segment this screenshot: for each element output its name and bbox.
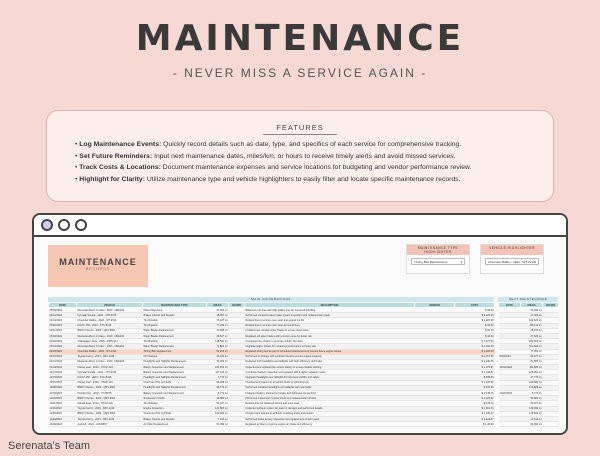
table-cell[interactable]: 75,214 mi (521, 328, 543, 333)
table-cell[interactable]: 136,602 mi (521, 411, 543, 416)
logo-subtitle: RECORDS (85, 267, 111, 271)
spreadsheet (34, 239, 566, 433)
table-cell[interactable] (543, 422, 559, 427)
table-cell[interactable]: Nissan Leaf - 2019 - YHGP-124 (77, 401, 143, 406)
table-cell[interactable]: 01/15/2024 (49, 354, 77, 359)
features-divider (263, 134, 337, 135)
feature-item: • Log Maintenance Events: Quickly record details such as date, type, and specifics of each service for comprehensive tracking. (75, 141, 462, 148)
table-cell[interactable]: Inspected battery, cleaned terminals, and tightened connections (245, 391, 415, 396)
table-cell[interactable]: Wiper Blades Replacement (143, 333, 207, 338)
vehicle-highlighter-select[interactable]: Chevrolet Malibu - 2023 - WT-2V11 ▾ (485, 258, 539, 265)
brand-label: Serenata's Team (8, 440, 91, 452)
column-header: VENDOR (415, 303, 455, 308)
table-cell[interactable]: Tire Rotation (143, 323, 207, 328)
table-cell[interactable]: Hyundai Sonata - 2022 - JTH-5780 (77, 313, 143, 318)
column-header: DATE (49, 303, 77, 308)
table-cell[interactable]: 122,883 mi (207, 406, 229, 411)
table-cell[interactable]: $ 1,229.25 (455, 313, 495, 318)
table-cell[interactable]: 12/20/2023 (49, 375, 77, 380)
column-header: VEHICLE (77, 303, 143, 308)
column-header: HOURS (229, 303, 245, 308)
table-cell[interactable]: Completed tire rotation to promote uniform tire wear (245, 339, 415, 344)
table-cell[interactable]: 11/21/2023 (49, 401, 77, 406)
table-cell[interactable]: Brakes Checks and Repairs (143, 416, 207, 421)
table-cell[interactable]: 92,107 mi (207, 401, 229, 406)
table-cell[interactable]: Installed new, durable wiper blades to ensure clear vision (245, 328, 415, 333)
table-cell[interactable]: Performed comprehensive brake system inspection and replaced worn pads (245, 313, 415, 318)
table-cell[interactable]: $ 1,025.00 (455, 349, 495, 354)
table-cell[interactable]: 77,051 mi (521, 349, 543, 354)
table-cell[interactable]: 12/16/2023 (49, 380, 77, 385)
table-cell[interactable]: Rotated tires for balanced driving and even wear (245, 401, 415, 406)
table-cell[interactable]: Tire Rotation (143, 339, 207, 344)
table-cell[interactable]: Rotated tires to ensure even wear and extend tire life (245, 318, 415, 323)
table-cell[interactable]: Check and Top up Fluids (143, 380, 207, 385)
table-cell[interactable]: 51,399 mi (207, 422, 229, 427)
table-cell[interactable]: 10/30/2023 (49, 422, 77, 427)
table-cell[interactable] (229, 422, 245, 427)
window-control-icon[interactable] (41, 219, 53, 231)
table-cell[interactable]: 04/01/2024 (49, 318, 77, 323)
table-cell[interactable]: 43,802 mi (207, 396, 229, 401)
table-cell[interactable]: 96,772 mi (207, 385, 229, 390)
table-cell[interactable]: Wiper Blades Replacement (143, 328, 207, 333)
table-cell[interactable]: 04/10/2024 (49, 313, 77, 318)
vehicle-highlighter (480, 244, 544, 274)
table-cell[interactable]: 59,264 mi (207, 349, 229, 354)
table-cell[interactable]: $ 1,024.90 (455, 318, 495, 323)
table-cell[interactable]: BMW 3 Series - 2020 - QRS-9901 (77, 411, 143, 416)
column-header: MILES (207, 303, 229, 308)
next-maintenance-band: NEXT MAINTENANCE (498, 297, 558, 302)
table-cell[interactable]: Nissan Leaf - 2019 - YHGP-124 (77, 365, 143, 370)
table-cell[interactable]: Suspension Check (143, 396, 207, 401)
page-subtitle: - NEVER MISS A SERVICE AGAIN - (172, 66, 428, 80)
window-control-icon[interactable] (75, 219, 87, 231)
table-cell[interactable]: 10,988 mi (207, 328, 229, 333)
vehicle-highlighter-label: VEHICLE HIGHLIGHTER (481, 245, 543, 255)
table-cell[interactable]: 15,067 mi (207, 313, 229, 318)
table-cell[interactable]: 11/04/2023 (49, 416, 77, 421)
table-cell[interactable]: 95,289 mi (207, 380, 229, 385)
sheet-logo (48, 245, 148, 287)
table-cell[interactable]: $ 1,227.00 (455, 339, 495, 344)
table-cell[interactable]: 5/30/2024 (499, 354, 521, 359)
table-cell[interactable]: 11/29/2023 (49, 396, 77, 401)
next-table (498, 302, 559, 427)
table-cell[interactable]: 31,093 mi (521, 308, 543, 313)
table-cell[interactable]: 02/26/2024 (49, 339, 77, 344)
table-cell[interactable]: Chevrolet Malibu - 2023 - WT-2V11 (77, 349, 143, 354)
table-cell[interactable]: Inspected exhaust system for leaks or damage and performed repairs (245, 406, 415, 411)
table-cell[interactable]: 128,991 mi (521, 370, 543, 375)
table-cell[interactable]: 99,407 mi (521, 401, 543, 406)
table-cell[interactable]: 12,610 mi (521, 416, 543, 421)
table-cell[interactable] (415, 422, 455, 427)
type-highlighter (406, 244, 470, 274)
table-cell[interactable] (499, 422, 521, 427)
table-cell[interactable]: Oil Changes (143, 354, 207, 359)
table-cell[interactable]: $ 1,262.28 (455, 344, 495, 349)
table-cell[interactable]: Rotated tires to ensure even wear across all tires (245, 323, 415, 328)
table-cell[interactable]: Mercedes-Benz C-Class - 2023 - NNE234 (77, 344, 143, 349)
table-cell[interactable]: Replaced timing belt as part of scheduled maintenance to prevent future engine issues (245, 349, 415, 354)
table-cell[interactable]: 03/11/2024 (49, 328, 77, 333)
table-cell[interactable]: Performed suspension system check and replaced worn shocks (245, 396, 415, 401)
table-cell[interactable]: Battery Inspection and Replacement (143, 365, 207, 370)
table-cell[interactable]: 60,399 mi (521, 422, 543, 427)
table-cell[interactable]: BMW 3 Series - 2020 - QRS-9901 (77, 328, 143, 333)
table-cell[interactable]: Air Filter Replacement (143, 422, 207, 427)
table-cell[interactable]: 10/02/2024 (499, 365, 521, 370)
table-cell[interactable]: 199,683 mi (521, 380, 543, 385)
table-cell[interactable]: $ 1,49.90 (455, 422, 495, 427)
table-cell[interactable]: $ 43.00 (455, 333, 495, 338)
table-cell[interactable]: Battery Inspection and Replacement (143, 370, 207, 375)
table-cell[interactable]: 11/09/2023 (49, 411, 77, 416)
table-cell[interactable]: 159,567 mi (521, 339, 543, 344)
table-cell[interactable]: Battery Inspection and Replacement (143, 391, 207, 396)
table-cell[interactable]: Tire Rotation (143, 401, 207, 406)
app-window (32, 213, 568, 435)
table-cell[interactable]: $ 449.12 (455, 401, 495, 406)
table-row[interactable] (49, 422, 495, 427)
table-cell[interactable]: $ 1,279.97 (455, 365, 495, 370)
table-cell[interactable]: Upgraded wiper blades for enhanced performance in heavy rain (245, 344, 415, 349)
features-title: FEATURES (276, 123, 324, 132)
table-cell[interactable]: $ 1,190.87 (455, 370, 495, 375)
table-cell[interactable]: $ 1,240.05 (455, 359, 495, 364)
table-cell[interactable]: Honda Civic - 2018 - XYZ5678 (77, 391, 143, 396)
table-cell[interactable]: Mercedes-Benz C-Class - 2023 - NNE234 (77, 359, 143, 364)
table-cell[interactable]: Hyundai Sonata - 2022 - JTH-5780 (77, 370, 143, 375)
table-cell[interactable]: 7,610 mi (207, 416, 229, 421)
main-info-band: MAIN INFORMATIONS (48, 297, 494, 302)
table-cell[interactable]: $ 1,139.76 (455, 391, 495, 396)
table-cell[interactable]: 03/03/2024 (49, 333, 77, 338)
table-cell[interactable]: Volkswagen Jetta - 2022 - RMN-44J (77, 339, 143, 344)
feature-item: • Highlight for Clarity: Utilize maintenance type and vehicle highlighters to easily filter and locate specific maintenance records. (75, 175, 461, 183)
features-panel (46, 110, 554, 202)
table-cell[interactable]: Engine Inspection (143, 406, 207, 411)
table-cell[interactable]: Wheel Alignment (143, 308, 207, 313)
table-cell[interactable]: $ 1,224.37 (455, 416, 495, 421)
table-cell[interactable]: $ 269.60 (455, 375, 495, 380)
table-cell[interactable]: 37,629 mi (521, 333, 543, 338)
table-cell[interactable]: Toyota Camry - 2019 - ABC-1234 (77, 416, 143, 421)
table-cell[interactable]: Replaced both headlights and taillights with high-efficiency LED bulbs (245, 359, 415, 364)
table-cell[interactable]: Upgraded headlights and taillights for improved visibility and safety (245, 375, 415, 380)
table-cell[interactable]: $ 39.00 (455, 308, 495, 313)
window-control-icon[interactable] (58, 219, 70, 231)
table-cell[interactable]: Inspected and replaced the vehicle battery to ensure reliable starting (245, 365, 415, 370)
features-list (47, 139, 553, 185)
table-cell[interactable]: 7,772 mi (207, 375, 229, 380)
table-cell[interactable]: 77,246 mi (207, 323, 229, 328)
table-cell[interactable]: 81,580 mi (521, 359, 543, 364)
table-cell[interactable]: Toyota Camry - 2019 - ABC-1234 (77, 406, 143, 411)
table-cell[interactable]: 2,772 mi (207, 391, 229, 396)
footer (0, 436, 600, 456)
table-cell[interactable]: 148,561 mi (207, 339, 229, 344)
column-header: COST (455, 303, 495, 308)
table-cell[interactable]: 37,092 mi (207, 308, 229, 313)
table-cell[interactable]: $ 33.00 (455, 323, 495, 328)
table-cell[interactable]: 33,377 mi (521, 354, 543, 359)
column-header: DESCRIPTION (245, 303, 415, 308)
table-cell[interactable]: $ 1,233.82 (455, 380, 495, 385)
table-cell[interactable]: 05/05/2024 (49, 308, 77, 313)
table-cell[interactable]: Replaced air filter to improve engine air intake and efficiency (245, 422, 415, 427)
table-cell[interactable]: Replaced old wiper blades with premium ones for better rain (245, 333, 415, 338)
table-cell[interactable]: Ford F-150 - 2023 - KTC-8419 (77, 323, 143, 328)
table-cell[interactable]: 02/05/2024 (49, 349, 77, 354)
table-cell[interactable]: $ 1,140.22 (455, 411, 495, 416)
table-cell[interactable]: Headlights and Taillights Replacement (143, 359, 207, 364)
table-cell[interactable]: Chevrolet Malibu - 2023 - WT-2V11 (77, 318, 143, 323)
table-cell[interactable]: 17,779 mi (521, 375, 543, 380)
logo-title: MAINTENANCE (59, 257, 137, 267)
table-cell[interactable]: Checked and topped up all fluids, including brake and coolant (245, 411, 415, 416)
table-cell[interactable]: 03/20/2024 (49, 323, 77, 328)
table-cell[interactable]: 103,888 mi (521, 385, 543, 390)
table-cell[interactable]: Performed outdated headlights and taillights with new bulbs (245, 385, 415, 390)
table-cell[interactable]: 59,800 mi (521, 396, 543, 401)
table-cell[interactable]: Mercedes-Benz C-Class - 2023 - NNE234 (77, 308, 143, 313)
table-cell[interactable]: $ 69.10 (455, 328, 495, 333)
table-cell[interactable]: $ 1,257.95 (455, 354, 495, 359)
table-cell[interactable]: 25,627 mi (207, 333, 229, 338)
table-cell[interactable]: 122,620 mi (521, 318, 543, 323)
type-highlighter-select[interactable]: Timing Belt Replacement ▾ (411, 258, 465, 265)
table-cell[interactable]: 70,462 mi (207, 359, 229, 364)
table-cell[interactable]: 12/08/2023 (49, 385, 77, 390)
table-cell[interactable]: Checked and topped up all vehicle fluids to optimal levels (245, 380, 415, 385)
table-cell[interactable]: 104,661 mi (207, 365, 229, 370)
table-cell[interactable]: $ 233.10 (455, 385, 495, 390)
table-cell[interactable]: Mercedes-Benz C-Class - 2023 - NNE234 (77, 333, 143, 338)
table-cell[interactable]: 114,686 mi (521, 365, 543, 370)
table-cell[interactable]: 01/10/2024 (49, 359, 77, 364)
table-cell[interactable]: 12/27/2023 (49, 370, 77, 375)
window-titlebar (34, 215, 566, 237)
chevron-down-icon: ▾ (460, 260, 462, 264)
column-header: MILES (521, 303, 543, 308)
table-cell[interactable]: 11/16/2023 (49, 406, 77, 411)
table-cell[interactable]: $ 1,201.00 (455, 406, 495, 411)
table-cell[interactable]: Check and Top up Fluids (143, 411, 207, 416)
table-cell[interactable]: Tire Rotation (143, 318, 207, 323)
table-cell[interactable]: Headlights and Taillights Replacement (143, 375, 207, 380)
table-cell[interactable]: Performed oil change with synthetic blend to ensure engine longevity (245, 354, 415, 359)
table-cell[interactable]: 124,602 mi (207, 411, 229, 416)
table-cell[interactable]: BMW 3 Series - 2020 - QRS-9901 (77, 385, 143, 390)
table-row[interactable] (499, 422, 559, 427)
table-cell[interactable]: Nissan Leaf - 2019 - YHGP-124 (77, 380, 143, 385)
table-cell[interactable]: Balanced rear tires with high-quality tires for improved handling (245, 308, 415, 313)
table-cell[interactable]: 12/02/2024 (499, 391, 521, 396)
table-cell[interactable]: $ 1,226.87 (455, 396, 495, 401)
table-cell[interactable]: Audi A4 - 2021 - LMN4567 (77, 422, 143, 427)
column-header: DATE (499, 303, 521, 308)
table-cell[interactable]: Ford F-150 - 2023 - KTC-8419 (77, 375, 143, 380)
table-cell[interactable]: 146,112 mi (521, 323, 543, 328)
table-cell[interactable]: 12/04/2023 (49, 391, 77, 396)
table-cell[interactable]: 70,684 mi (207, 344, 229, 349)
type-highlighter-label: MAINTENANCE TYPE HIGHLIGHTER (407, 245, 469, 255)
table-cell[interactable]: 01/04/2024 (49, 365, 77, 370)
table-cell[interactable]: 73,437 mi (207, 318, 229, 323)
table-cell[interactable]: Conducted battery inspection and replaced with a higher capacity model (245, 370, 415, 375)
table-cell[interactable]: Toyota Camry - 2019 - ABC-1234 (77, 354, 143, 359)
feature-item: • Set Future Reminders: Input next maintenance dates, miles/km, or hours to receive timely alerts and avoid missed services. (75, 152, 456, 160)
table-cell[interactable]: Headlights and Taillights Replacement (143, 385, 207, 390)
main-table (48, 302, 495, 427)
table-cell[interactable]: Performed brake system inspection and replacement of worn parts (245, 416, 415, 421)
table-cell[interactable]: Wiper Blades Replacement (143, 344, 207, 349)
column-header: HOURS (543, 303, 559, 308)
table-cell[interactable]: BMW 3 Series - 2020 - QRS-9901 (77, 396, 143, 401)
table-cell[interactable]: 117,014 mi (207, 370, 229, 375)
table-cell[interactable]: 101,684 mi (521, 344, 543, 349)
table-cell[interactable]: 02/10/2024 (49, 344, 77, 349)
table-cell[interactable]: 139,999 mi (521, 406, 543, 411)
table-cell[interactable]: 27,086 mi (521, 313, 543, 318)
table-cell[interactable]: Brakes Checks and Repairs (143, 313, 207, 318)
column-header: MAINTENANCE TYPE (143, 303, 207, 308)
table-cell[interactable]: 5,772 mi (521, 391, 543, 396)
chevron-down-icon: ▾ (534, 260, 536, 264)
table-cell[interactable]: 23,431 mi (207, 354, 229, 359)
feature-item: • Track Costs & Locations: Document maintenance expenses and service locations for budgeting and vendor performance review. (75, 164, 472, 171)
table-cell[interactable]: Timing Belt Replacement (143, 349, 207, 354)
page-title: MAINTENANCE (135, 18, 465, 59)
